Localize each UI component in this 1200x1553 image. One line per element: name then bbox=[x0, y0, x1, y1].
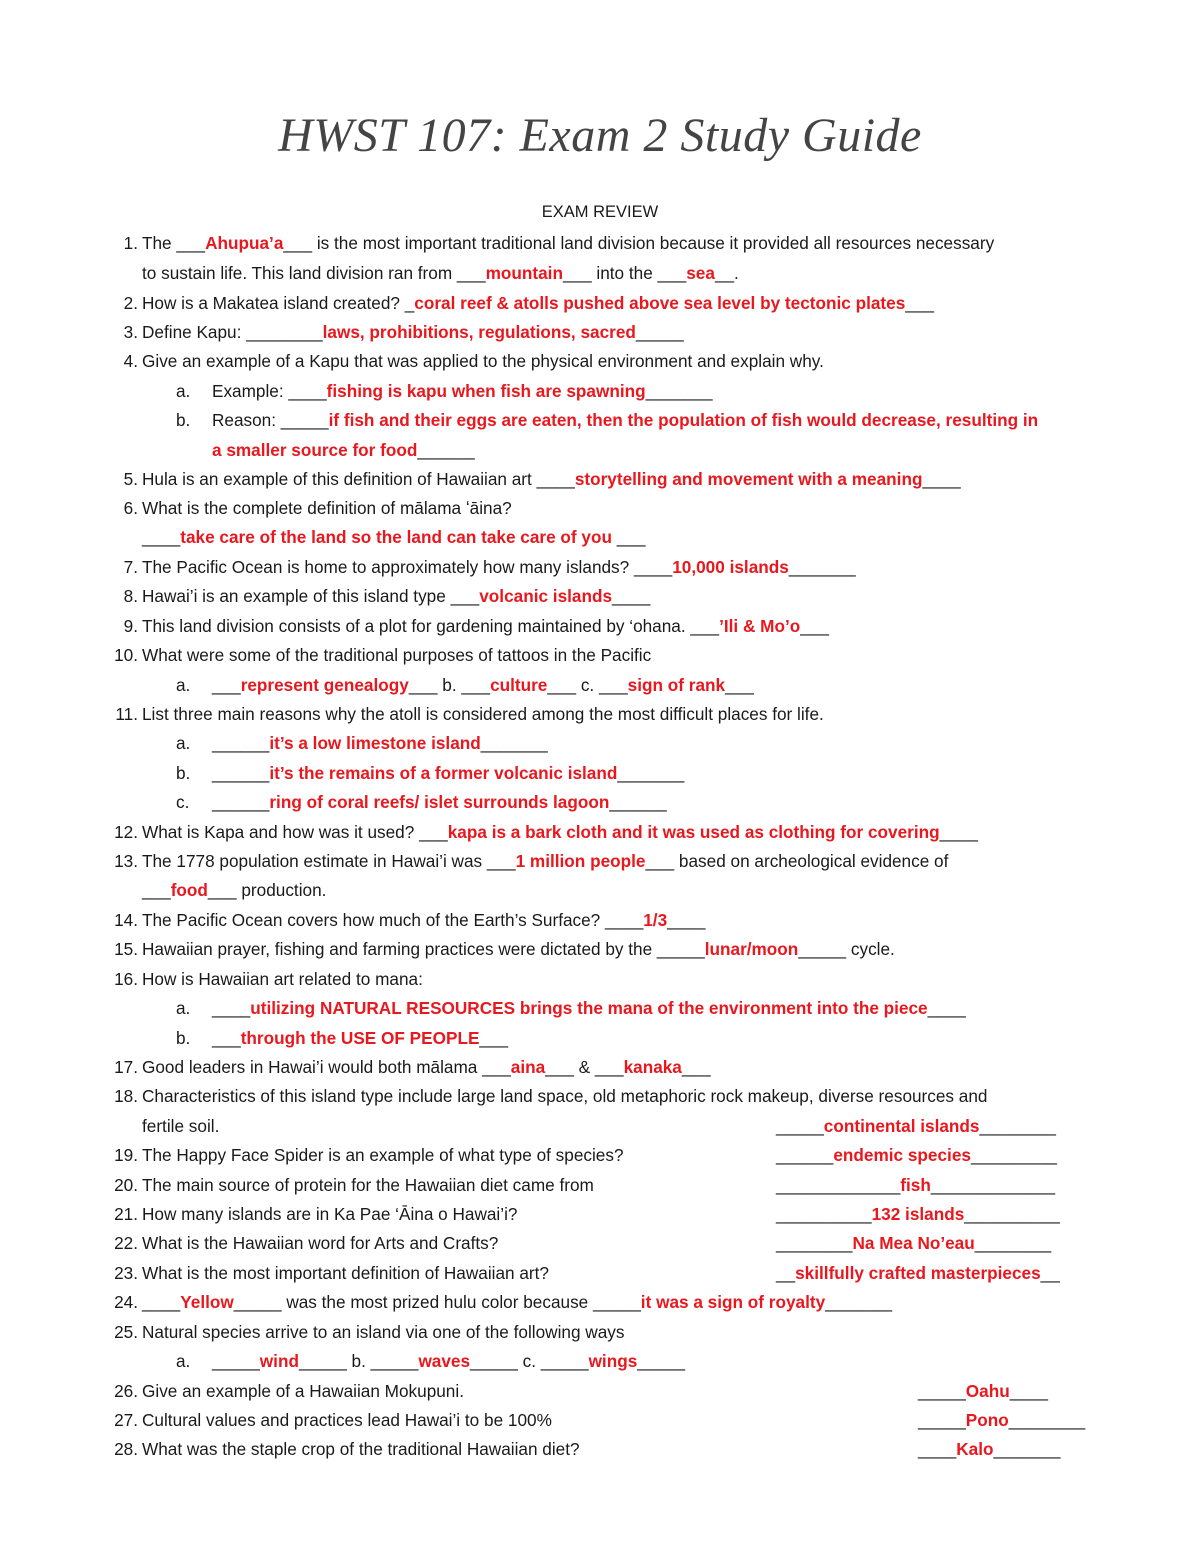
question-number: 18. bbox=[114, 1086, 138, 1106]
answer: Yellow bbox=[180, 1292, 234, 1312]
question-number: 23. bbox=[114, 1263, 138, 1283]
answer: continental islands bbox=[823, 1116, 980, 1136]
answer: wings bbox=[588, 1351, 638, 1371]
question-number: 1. bbox=[123, 233, 138, 253]
question-number: 11. bbox=[115, 704, 138, 724]
answer: Pono bbox=[965, 1410, 1009, 1430]
answer: kapa is a bark cloth and it was used as clothing for covering bbox=[447, 822, 940, 842]
answer: 132 islands bbox=[871, 1204, 965, 1224]
question-number: 12. bbox=[114, 822, 138, 842]
answer: skillfully crafted masterpieces bbox=[795, 1263, 1041, 1283]
answer: it’s a low limestone island bbox=[269, 733, 481, 753]
answer: fish bbox=[900, 1175, 931, 1195]
answer: if fish and their eggs are eaten, then the population of fish would decrease, resulting in bbox=[328, 410, 1039, 430]
question-number: 26. bbox=[114, 1381, 138, 1401]
question-number: 8. bbox=[123, 586, 138, 606]
question-number: 7. bbox=[123, 557, 138, 577]
answer: Kalo bbox=[956, 1439, 994, 1459]
question-number: 16. bbox=[114, 969, 138, 989]
question-number: 2. bbox=[123, 293, 138, 313]
question-number: 27. bbox=[114, 1410, 138, 1430]
question-number: 9. bbox=[123, 616, 138, 636]
question-number: 15. bbox=[114, 939, 138, 959]
answer: it’s the remains of a former volcanic island bbox=[269, 763, 618, 783]
question-number: 10. bbox=[114, 645, 138, 665]
question-number: 17. bbox=[114, 1057, 138, 1077]
answer: wind bbox=[259, 1351, 299, 1371]
answer: a smaller source for food bbox=[212, 440, 418, 460]
answer: lunar/moon bbox=[704, 939, 799, 959]
answer: fishing is kapu when fish are spawning bbox=[326, 381, 646, 401]
answer: represent genealogy bbox=[240, 675, 409, 695]
question-number: 22. bbox=[114, 1233, 138, 1253]
answer: it was a sign of royalty bbox=[640, 1292, 826, 1312]
question-number: 4. bbox=[123, 351, 138, 371]
question-number: 20. bbox=[114, 1175, 138, 1195]
answer: ’Ili & Mo’o bbox=[719, 616, 801, 636]
question-number: 13. bbox=[114, 851, 138, 871]
question-number: 14. bbox=[114, 910, 138, 930]
question-number: 3. bbox=[123, 322, 138, 342]
answer: Oahu bbox=[965, 1381, 1010, 1401]
question-number: 21. bbox=[114, 1204, 138, 1224]
question-number: 6. bbox=[123, 498, 138, 518]
answer: food bbox=[170, 880, 208, 900]
answer: 1 million people bbox=[515, 851, 646, 871]
answer: waves bbox=[418, 1351, 471, 1371]
answer: endemic species bbox=[833, 1145, 971, 1165]
answer: culture bbox=[490, 675, 548, 695]
section-heading: EXAM REVIEW bbox=[541, 203, 659, 221]
answer: Ahupua’a bbox=[205, 233, 284, 253]
answer: take care of the land so the land can take care of you bbox=[180, 527, 612, 547]
answer: kanaka bbox=[623, 1057, 682, 1077]
answer: ring of coral reefs/ islet surrounds lagoon bbox=[269, 792, 610, 812]
answer: aina bbox=[510, 1057, 546, 1077]
answer: storytelling and movement with a meaning bbox=[574, 469, 923, 489]
question-number: 19. bbox=[114, 1145, 138, 1165]
answer: sea bbox=[686, 263, 715, 283]
page-title: HWST 107: Exam 2 Study Guide bbox=[278, 109, 922, 162]
question-number: 24. bbox=[114, 1292, 138, 1312]
answer: volcanic islands bbox=[479, 586, 613, 606]
answer: 10,000 islands bbox=[672, 557, 789, 577]
answer: laws, prohibitions, regulations, sacred bbox=[322, 322, 636, 342]
answer: 1/3 bbox=[643, 910, 668, 930]
answer: utilizing NATURAL RESOURCES brings the mana of the environment into the piece bbox=[250, 998, 928, 1018]
answer: coral reef & atolls pushed above sea level by tectonic plates bbox=[414, 293, 906, 313]
answer: through the USE OF PEOPLE bbox=[240, 1028, 480, 1048]
question-number: 25. bbox=[114, 1322, 138, 1342]
question-number: 5. bbox=[123, 469, 138, 489]
answer: Na Mea No’eau bbox=[852, 1233, 975, 1253]
question-number: 28. bbox=[114, 1439, 138, 1459]
answer: sign of rank bbox=[627, 675, 726, 695]
answer: mountain bbox=[485, 263, 563, 283]
